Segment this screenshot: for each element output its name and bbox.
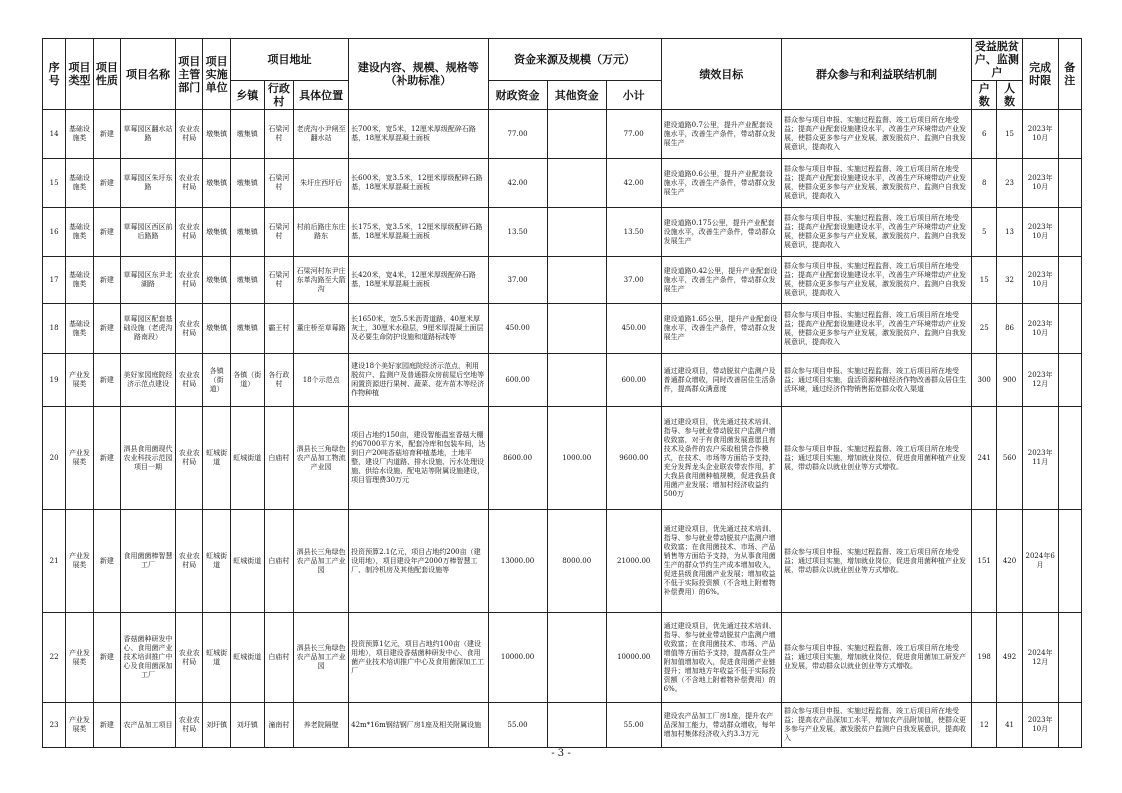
cell-other <box>547 159 606 208</box>
cell-nature: 新建 <box>93 304 120 354</box>
col-seq: 序号 <box>43 39 66 110</box>
cell-remark <box>1058 110 1081 159</box>
table-row <box>43 354 1082 407</box>
table-row <box>43 110 1082 159</box>
cell-mech: 群众参与项目申报、实施过程监督、竣工后项目所在地受益；提高产业配套设施建设水平，改善生产环境带动产业发展，使群众更多参与产业发展，激发脱贫户、监测户自我发展意识，提高收入 <box>782 159 972 208</box>
cell-subtotal: 13.50 <box>606 208 661 257</box>
cell-village: 石梁河村 <box>264 159 294 208</box>
cell-households: 151 <box>972 510 997 613</box>
cell-location: 养老院隔壁 <box>294 703 349 748</box>
cell-dept: 农业农村局 <box>175 407 202 510</box>
table-row <box>43 257 1082 304</box>
cell-fiscal: 600.00 <box>488 354 547 407</box>
cell-nature: 新建 <box>93 159 120 208</box>
cell-dept: 农业农村局 <box>175 208 202 257</box>
cell-remark <box>1058 304 1081 354</box>
cell-people: 900 <box>997 354 1022 407</box>
cell-seq: 19 <box>43 354 66 407</box>
cell-dept: 农业农村局 <box>175 304 202 354</box>
cell-subtotal: 37.00 <box>606 257 661 304</box>
cell-subtotal: 10000.00 <box>606 613 661 703</box>
col-subtotal: 小计 <box>606 81 661 110</box>
cell-type: 产业发展类 <box>66 354 93 407</box>
col-deadline: 完成时限 <box>1022 39 1058 110</box>
table-row <box>43 407 1082 510</box>
cell-village: 石梁河村 <box>264 208 294 257</box>
cell-people: 15 <box>997 110 1022 159</box>
table-row <box>43 510 1082 613</box>
cell-deadline: 2024年6月 <box>1022 510 1058 613</box>
cell-type: 产业发展类 <box>66 407 93 510</box>
cell-deadline: 2024年12月 <box>1022 613 1058 703</box>
cell-other <box>547 208 606 257</box>
cell-content: 42m*16m钢结钢厂房1座及相关附属设施 <box>349 703 488 748</box>
cell-deadline: 2023年12月 <box>1022 354 1058 407</box>
cell-households: 12 <box>972 703 997 748</box>
col-remark: 备注 <box>1058 39 1081 110</box>
cell-households: 300 <box>972 354 997 407</box>
cell-subtotal: 77.00 <box>606 110 661 159</box>
cell-unit: 各镇（街道） <box>203 354 230 407</box>
cell-fiscal: 10000.00 <box>488 613 547 703</box>
cell-households: 6 <box>972 110 997 159</box>
cell-seq: 20 <box>43 407 66 510</box>
cell-perf: 建设道路0.42公里，提升产业配套设施水平，改善生产条件，带动群众发展生产 <box>661 257 781 304</box>
cell-fiscal: 8600.00 <box>488 407 547 510</box>
cell-other <box>547 257 606 304</box>
cell-remark <box>1058 613 1081 703</box>
col-people: 人数 <box>997 81 1022 110</box>
cell-town: 墩集镇 <box>230 159 264 208</box>
cell-village: 石梁河村 <box>264 110 294 159</box>
cell-town: 墩集镇 <box>230 304 264 354</box>
cell-subtotal: 21000.00 <box>606 510 661 613</box>
cell-type: 基础设施类 <box>66 304 93 354</box>
cell-households: 5 <box>972 208 997 257</box>
cell-deadline: 2023年11月 <box>1022 407 1058 510</box>
cell-town: 墩集镇 <box>230 208 264 257</box>
col-other: 其他资金 <box>547 81 606 110</box>
cell-location: 董庄桥至草莓路 <box>294 304 349 354</box>
cell-households: 8 <box>972 159 997 208</box>
cell-people: 23 <box>997 159 1022 208</box>
cell-other <box>547 703 606 748</box>
cell-content: 长420米，宽4米，12厘米厚级配碎石路基，18厘米厚混凝土面板 <box>349 257 488 304</box>
cell-remark <box>1058 407 1081 510</box>
cell-name: 草莓园区朱圩东路 <box>121 159 176 208</box>
col-name: 项目名称 <box>121 39 176 110</box>
cell-name: 食用菌菌棒智慧工厂 <box>121 510 176 613</box>
col-funds: 资金来源及规模（万元） <box>488 39 661 81</box>
cell-subtotal: 600.00 <box>606 354 661 407</box>
cell-remark <box>1058 159 1081 208</box>
cell-unit: 虹城街道 <box>203 510 230 613</box>
cell-mech: 群众参与项目申报、实施过程监督、竣工后项目所在地受益；通过项目实施，增加就业岗位，促进食用菌加工研发产业发展，带动群众以就业创业等方式增收。 <box>782 613 972 703</box>
cell-name: 香菇菌种研发中心、食用菌产业技术培训推广中心及食用菌深加工厂 <box>121 613 176 703</box>
cell-seq: 18 <box>43 304 66 354</box>
cell-type: 产业发展类 <box>66 510 93 613</box>
cell-name: 美好家园庭院经济示范点建设 <box>121 354 176 407</box>
cell-type: 基础设施类 <box>66 257 93 304</box>
table-row <box>43 703 1082 748</box>
col-mech: 群众参与和利益联结机制 <box>782 39 972 110</box>
cell-nature: 新建 <box>93 354 120 407</box>
table-body <box>43 110 1082 748</box>
cell-fiscal: 37.00 <box>488 257 547 304</box>
cell-name: 草莓园区翻水站路 <box>121 110 176 159</box>
cell-town: 墩集镇 <box>230 257 264 304</box>
cell-perf: 通过建设项目，优先通过技术培训、指导、参与就业带动脱贫户监测户增收致富；在食用菌技术、市场、产品增值等方面给予支持，提高群众生产附加值增加收入，促进食用菌产业链提升；增加地方年收益不低于实际投资额（不含地上附着物补偿费用）的6%。 <box>661 613 781 703</box>
col-village: 行政村 <box>264 81 294 110</box>
cell-town: 刘圩镇 <box>230 703 264 748</box>
cell-town: 墩集镇 <box>230 110 264 159</box>
cell-name: 草莓园区西区前后路路 <box>121 208 176 257</box>
cell-people: 32 <box>997 257 1022 304</box>
cell-content: 项目占地约150亩，建设智能温室香菇大棚约67000平方米，配套冷库和包装车间，达到日产20吨香菇培育种植基地，土地平整，建设厂内道路、排水设施、污水处理设施、供给水设施、配电站等附属设施建设，项目管理费30万元 <box>349 407 488 510</box>
cell-content: 长600米，宽3.5米，12厘米厚级配碎石路基，18厘米厚混凝土面板 <box>349 159 488 208</box>
cell-perf: 建设道路0.175公里，提升产业配套设施水平，改善生产条件，带动群众发展生产 <box>661 208 781 257</box>
cell-village: 潼南村 <box>264 703 294 748</box>
cell-unit: 墩集镇 <box>203 110 230 159</box>
cell-remark <box>1058 257 1081 304</box>
cell-deadline: 2023年10月 <box>1022 159 1058 208</box>
cell-perf: 建设道路0.6公里，提升产业配套设施水平，改善生产条件，带动群众发展生产 <box>661 159 781 208</box>
cell-nature: 新建 <box>93 110 120 159</box>
cell-name: 草莓园区配套基础设施（老虎沟路南段） <box>121 304 176 354</box>
cell-content: 投资预算2.1亿元，项目占地约200亩（建设用地），项目建设年产2000万棒智慧工厂、制冷机房及其他配套设施等 <box>349 510 488 613</box>
cell-mech: 群众参与项目申报、实施过程监督、竣工后项目所在地受益；提高产业配套设施建设水平，改善生产环境带动产业发展，使群众更多参与产业发展，激发脱贫户、监测户自我发展意识，提高收入 <box>782 208 972 257</box>
cell-subtotal: 42.00 <box>606 159 661 208</box>
cell-dept: 农业农村局 <box>175 354 202 407</box>
project-table <box>42 38 1082 748</box>
cell-households: 198 <box>972 613 997 703</box>
cell-type: 产业发展类 <box>66 703 93 748</box>
cell-remark <box>1058 208 1081 257</box>
cell-dept: 农业农村局 <box>175 510 202 613</box>
table-row <box>43 613 1082 703</box>
cell-content: 投资预算1亿元，项目占地约100亩（建设用地），项目建设香菇菌种研发中心、食用菌产业技术培训推广中心及食用菌深加工工厂 <box>349 613 488 703</box>
cell-village: 白庙村 <box>264 613 294 703</box>
cell-dept: 农业农村局 <box>175 613 202 703</box>
cell-unit: 墩集镇 <box>203 208 230 257</box>
col-address: 项目地址 <box>230 39 348 81</box>
cell-mech: 群众参与项目申报、实施过程监督、竣工后项目所在地受益；通过项目实施，增加就业岗位，促进食用菌种植产业发展，带动群众以就业创业等方式增收。 <box>782 407 972 510</box>
cell-mech: 群众参与项目申报、实施过程监督、竣工后项目所在地受益；通过项目实施，增加就业岗位，促进食用菌种植产业发展，带动群众以就业创业等方式增收。 <box>782 510 972 613</box>
cell-seq: 16 <box>43 208 66 257</box>
cell-unit: 虹城街道 <box>203 407 230 510</box>
cell-unit: 墩集镇 <box>203 159 230 208</box>
cell-nature: 新建 <box>93 613 120 703</box>
cell-type: 产业发展类 <box>66 613 93 703</box>
cell-fiscal: 42.00 <box>488 159 547 208</box>
cell-perf: 通过建设项目，优先通过技术培训、指导、参与就业带动脱贫户监测户增收致富，对于有食用菌发展意愿且有技术及条件的农户采取租赁合作模式，在技术、市场等方面给予支持，充分发挥龙头企业联农带农作用，扩大我县食用菌种植规模，促进我县食用菌产业发展；增加村经济收益约500万 <box>661 407 781 510</box>
cell-deadline: 2023年10月 <box>1022 304 1058 354</box>
cell-nature: 新建 <box>93 257 120 304</box>
cell-seq: 23 <box>43 703 66 748</box>
cell-nature: 新建 <box>93 208 120 257</box>
cell-other: 1000.00 <box>547 407 606 510</box>
cell-seq: 17 <box>43 257 66 304</box>
cell-dept: 农业农村局 <box>175 159 202 208</box>
cell-seq: 15 <box>43 159 66 208</box>
col-unit: 项目实施单位 <box>203 39 230 110</box>
cell-mech: 群众参与项目申报、实施过程监督、竣工后项目所在地受益；提高农产品深加工水平，增加农产品附加值，使群众更多参与产业发展，激发脱贫户监测户自我发展意识，提高收入 <box>782 703 972 748</box>
cell-nature: 新建 <box>93 510 120 613</box>
table-row <box>43 304 1082 354</box>
cell-village: 霸王村 <box>264 304 294 354</box>
cell-households: 15 <box>972 257 997 304</box>
cell-location: 村前后路庄东庄路东 <box>294 208 349 257</box>
col-type: 项目类型 <box>66 39 93 110</box>
cell-people: 41 <box>997 703 1022 748</box>
cell-unit: 刘圩镇 <box>203 703 230 748</box>
cell-seq: 21 <box>43 510 66 613</box>
cell-content: 长1650米，宽5.5米沥青道路，40厘米厚灰土，30厘米水稳层，9厘米厚混凝土面层及必要生命防护设施和道路标线等 <box>349 304 488 354</box>
header-row-1 <box>43 39 1082 81</box>
cell-village: 各行政村 <box>264 354 294 407</box>
cell-fiscal: 450.00 <box>488 304 547 354</box>
cell-location: 泗县长三角绿色农产品加工产业园 <box>294 613 349 703</box>
cell-people: 86 <box>997 304 1022 354</box>
cell-households: 241 <box>972 407 997 510</box>
cell-content: 建设18个美好家园庭院经济示范点，利用脱贫户、监测户及普通群众房前屋后空地等闲置资源进行果树、蔬菜、花卉苗木等经济作物种植 <box>349 354 488 407</box>
cell-deadline: 2023年10月 <box>1022 110 1058 159</box>
cell-village: 石梁河村 <box>264 257 294 304</box>
cell-other <box>547 304 606 354</box>
table-row <box>43 159 1082 208</box>
cell-name: 草莓园区东尹北湖路 <box>121 257 176 304</box>
cell-type: 基础设施类 <box>66 110 93 159</box>
cell-people: 420 <box>997 510 1022 613</box>
cell-mech: 群众参与项目申报、实施过程监督、竣工后项目所在地受益；提高产业配套设施建设水平，改善生产环境带动产业发展，使群众更多参与产业发展，激发脱贫户、监测户自我发展意识，提高收入 <box>782 110 972 159</box>
col-fiscal: 财政资金 <box>488 81 547 110</box>
cell-remark <box>1058 703 1081 748</box>
cell-perf: 建设道路1.65公里，提升产业配套设施水平，改善生产条件，带动群众发展生产 <box>661 304 781 354</box>
cell-town: 虹城街道 <box>230 613 264 703</box>
cell-location: 泗县长三角绿色农产品加工物流产业园 <box>294 407 349 510</box>
col-town: 乡镇 <box>230 81 264 110</box>
cell-fiscal: 13000.00 <box>488 510 547 613</box>
cell-perf: 通过建设项目，优先通过技术培训、指导、参与就业带动脱贫户监测户增收致富；在食用菌技术、市场、产品销售等方面给予支持，为从事食用菌生产的群众节约生产成本增加收入，促进县级食用菌产业发展；增加收益不低于实际投资额（不含地上附着物补偿费用）的6%。 <box>661 510 781 613</box>
cell-people: 560 <box>997 407 1022 510</box>
cell-other <box>547 110 606 159</box>
cell-households: 25 <box>972 304 997 354</box>
cell-mech: 群众参与项目申报、实施过程监督、竣工后项目所在地受益；提高产业配套设施建设水平，改善生产环境带动产业发展，使群众更多参与产业发展，激发脱贫户、监测户自我发展意识，提高收入 <box>782 257 972 304</box>
cell-seq: 14 <box>43 110 66 159</box>
col-location: 具体位置 <box>294 81 349 110</box>
cell-location: 18个示范点 <box>294 354 349 407</box>
cell-deadline: 2023年10月 <box>1022 703 1058 748</box>
cell-town: 各镇（街道） <box>230 354 264 407</box>
cell-content: 长700米，宽5米，12厘米厚级配碎石路基，18厘米厚混凝土面板 <box>349 110 488 159</box>
cell-nature: 新建 <box>93 407 120 510</box>
cell-seq: 22 <box>43 613 66 703</box>
cell-nature: 新建 <box>93 703 120 748</box>
cell-town: 虹城街道 <box>230 407 264 510</box>
cell-mech: 群众参与项目申报、实施过程监督、竣工后项目所在地受益；提高产业配套设施建设水平，改善生产环境带动产业发展，使群众更多参与产业发展，激发脱贫户、监测户自我发展意识，提高收入 <box>782 304 972 354</box>
cell-other <box>547 613 606 703</box>
cell-location: 朱圩庄西圩后 <box>294 159 349 208</box>
cell-location: 石梁河村东尹庄东革沟路至大箭沟 <box>294 257 349 304</box>
cell-dept: 农业农村局 <box>175 257 202 304</box>
cell-remark <box>1058 354 1081 407</box>
cell-other: 8000.00 <box>547 510 606 613</box>
cell-subtotal: 450.00 <box>606 304 661 354</box>
cell-village: 白庙村 <box>264 407 294 510</box>
cell-dept: 农业农村局 <box>175 703 202 748</box>
col-nature: 项目性质 <box>93 39 120 110</box>
cell-people: 13 <box>997 208 1022 257</box>
cell-perf: 建设农产品加工厂房1座，提升农产品深加工能力，带动群众增收，每年增加村集体经济收入约3.3万元 <box>661 703 781 748</box>
cell-name: 农产品加工项目 <box>121 703 176 748</box>
cell-subtotal: 9600.00 <box>606 407 661 510</box>
cell-type: 基础设施类 <box>66 159 93 208</box>
cell-perf: 建设道路0.7公里，提升产业配套设施水平，改善生产条件，带动群众发展生产 <box>661 110 781 159</box>
col-households: 户数 <box>972 81 997 110</box>
cell-town: 虹城街道 <box>230 510 264 613</box>
col-dept: 项目主管部门 <box>175 39 202 110</box>
cell-type: 基础设施类 <box>66 208 93 257</box>
cell-dept: 农业农村局 <box>175 110 202 159</box>
cell-people: 492 <box>997 613 1022 703</box>
cell-name: 泗县食用菌现代农业科技示范园项目一期 <box>121 407 176 510</box>
cell-deadline: 2023年10月 <box>1022 208 1058 257</box>
cell-perf: 通过建设项目，带动脱贫户监测户及普通群众增收，同时改善居住生活条件，提高群众满意度 <box>661 354 781 407</box>
cell-fiscal: 55.00 <box>488 703 547 748</box>
table-row <box>43 208 1082 257</box>
cell-other <box>547 354 606 407</box>
col-perf: 绩效目标 <box>661 39 781 110</box>
cell-fiscal: 13.50 <box>488 208 547 257</box>
cell-mech: 群众参与项目申报、实施过程监督、竣工后项目所在地受益；通过项目实施，盘活资源种植经济作物改善群众居住生活环境，通过经济作物销售拓宽群众收入渠道 <box>782 354 972 407</box>
cell-location: 泗县长三角绿色农产品加工产业园 <box>294 510 349 613</box>
cell-deadline: 2023年10月 <box>1022 257 1058 304</box>
cell-unit: 墩集镇 <box>203 257 230 304</box>
page-number: - 3 - <box>551 748 571 759</box>
cell-content: 长175米，宽3.5米，12厘米厚级配碎石路基，18厘米厚混凝土面板 <box>349 208 488 257</box>
cell-village: 白庙村 <box>264 510 294 613</box>
cell-subtotal: 55.00 <box>606 703 661 748</box>
col-benef: 受益脱贫户、监测户 <box>972 39 1023 81</box>
col-content: 建设内容、规模、规格等（补助标准） <box>349 39 488 110</box>
cell-fiscal: 77.00 <box>488 110 547 159</box>
cell-unit: 虹城街道 <box>203 613 230 703</box>
cell-remark <box>1058 510 1081 613</box>
cell-unit: 墩集镇 <box>203 304 230 354</box>
cell-location: 老虎沟小尹闸至翻水站 <box>294 110 349 159</box>
